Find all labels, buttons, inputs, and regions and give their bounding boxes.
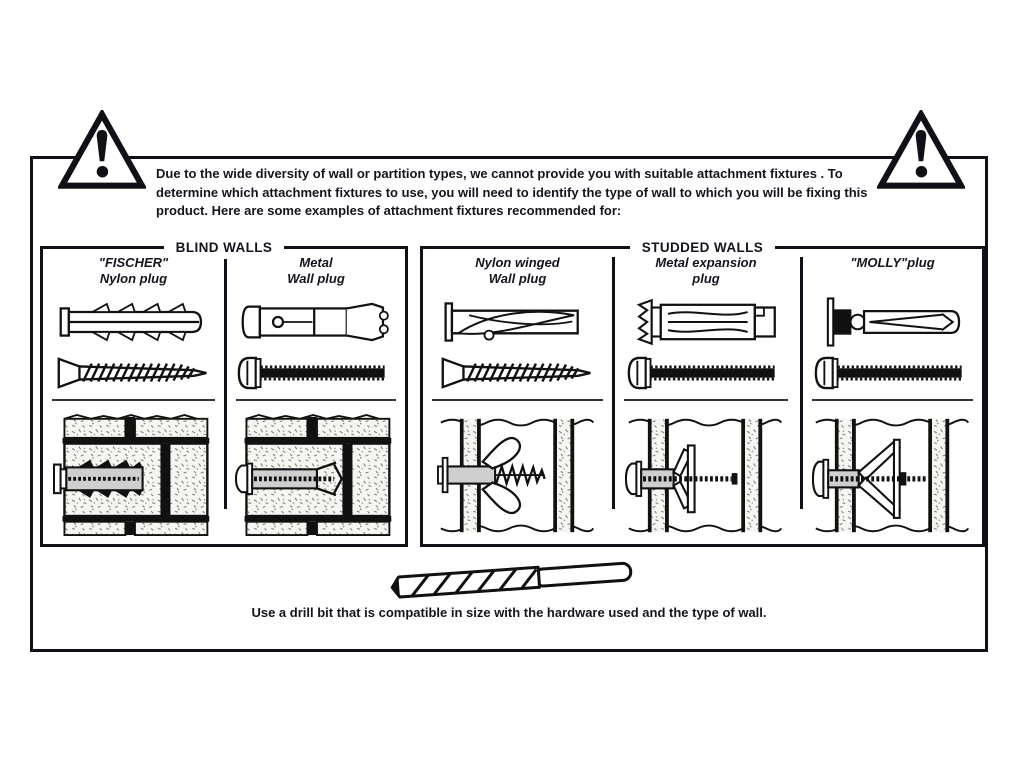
pan-head-bolt-icon [615, 351, 797, 395]
hollow-wall-molly-plug-installed-icon [803, 409, 982, 542]
column-title-line2: plug [692, 271, 720, 286]
column-title-line2: Wall plug [488, 271, 547, 286]
warning-triangle-icon [58, 110, 146, 190]
hollow-wall-expansion-plug-installed-icon [615, 409, 797, 542]
column-separator [432, 399, 603, 401]
pan-head-bolt-icon [803, 351, 982, 395]
molly-plug-icon [803, 293, 982, 351]
column-title-line1: Metal [299, 255, 333, 270]
drill-bit-icon [388, 556, 640, 604]
nylon-winged-plug-icon [423, 293, 612, 351]
footer-note: Use a drill bit that is compatible in size with the hardware used and the type of wall. [251, 605, 767, 620]
column-title [803, 255, 982, 271]
countersunk-screw-icon [423, 351, 612, 395]
metal-sleeve-anchor-icon [227, 293, 405, 351]
column-metal-wall-plug [227, 249, 405, 544]
column-metal-expansion-plug [615, 249, 797, 544]
column-fischer-nylon-plug [43, 249, 224, 544]
pan-head-bolt-icon [227, 351, 405, 395]
column-separator [624, 399, 788, 401]
solid-wall-anchor-installed-icon [227, 409, 405, 542]
section-blind-walls [40, 240, 408, 547]
column-separator [52, 399, 215, 401]
column-title [227, 255, 405, 287]
column-title [43, 255, 224, 287]
section-title-studded-walls: STUDDED WALLS [423, 239, 982, 257]
column-title-line1: Metal expansion [655, 255, 757, 270]
column-separator [812, 399, 973, 401]
solid-wall-plug-installed-icon [43, 409, 224, 542]
column-title-line1: "FISCHER" [98, 255, 169, 270]
warning-triangle-icon [877, 110, 965, 190]
countersunk-screw-icon [43, 351, 224, 395]
column-title [615, 255, 797, 287]
section-studded-walls [420, 240, 985, 547]
fischer-nylon-plug-icon [43, 293, 224, 351]
column-title-line1: "MOLLY"plug [850, 255, 935, 270]
column-nylon-winged-plug [423, 249, 612, 544]
column-title-line2: Nylon plug [99, 271, 168, 286]
column-molly-plug [803, 249, 982, 544]
metal-expansion-plug-icon [615, 293, 797, 351]
column-separator [236, 399, 396, 401]
section-title-blind-walls: BLIND WALLS [43, 239, 405, 257]
intro-paragraph: Due to the wide diversity of wall or partition types, we cannot provide you with suitable attachment fixtures . To determine which attachment fixtures to use, you will need to identify the type of wall to which you will be fixing this product. Here are some examples of attachment fixtures recommended for: [156, 166, 868, 218]
hollow-wall-winged-plug-installed-icon [423, 409, 612, 542]
column-title-line1: Nylon winged [475, 255, 560, 270]
column-title [423, 255, 612, 287]
column-title-line2: Wall plug [287, 271, 345, 286]
